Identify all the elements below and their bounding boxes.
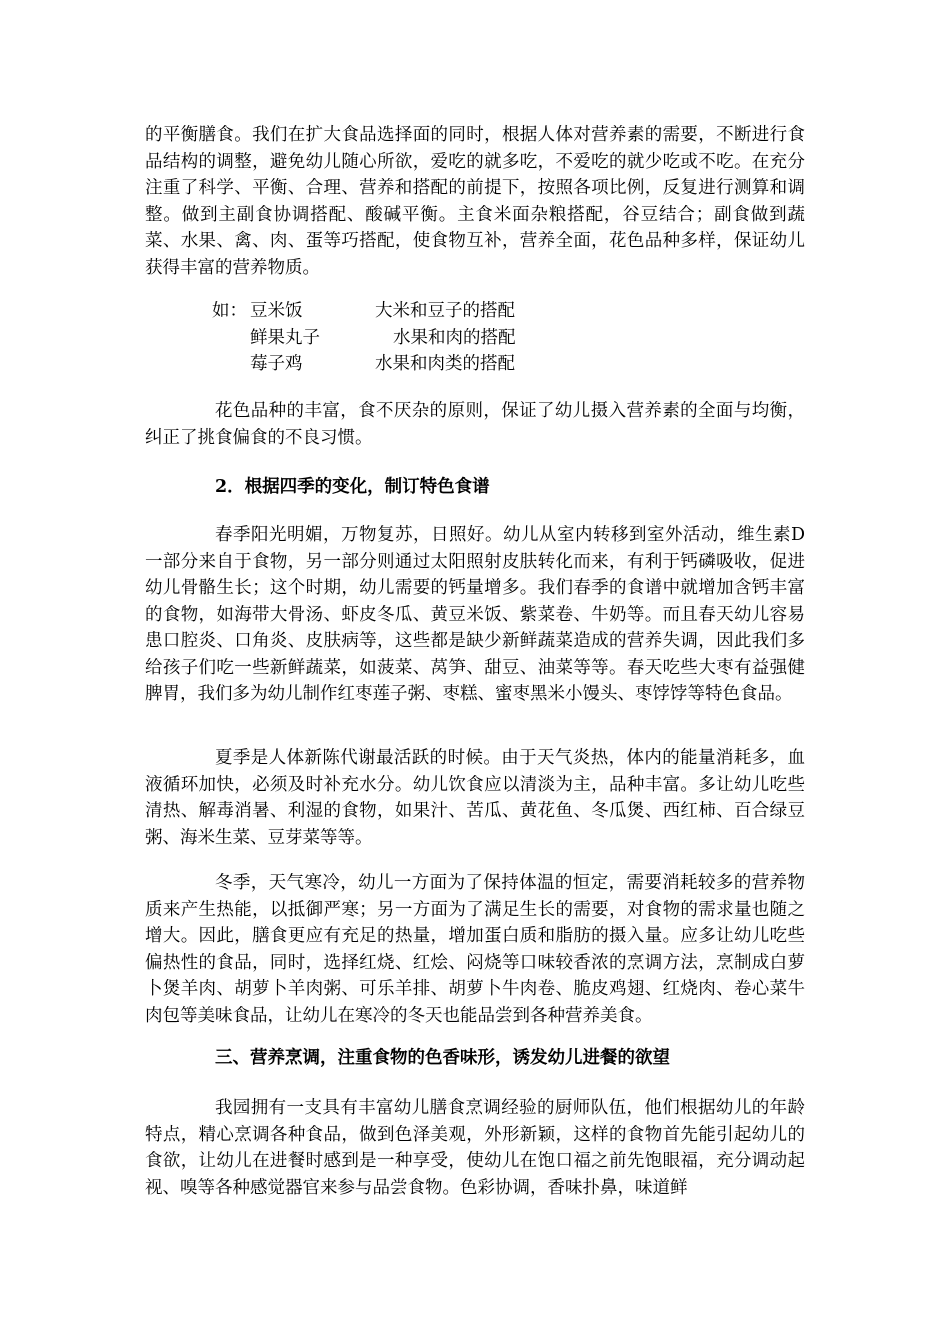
paragraph-spring: 春季阳光明媚，万物复苏，日照好。幼儿从室内转移到室外活动，维生素D一部分来自于食物，另一部分则通过太阳照射皮肤转化而来，有利于钙磷吸收，促进幼儿骨骼生长；这个时期，幼儿需要的钙量增多。我们春季的食谱中就增加含钙丰富的食物，如海带大骨汤、虾皮冬瓜、黄豆米饭、紫菜卷、牛奶等。而且春天幼儿容易患口腔炎、口角炎、皮肤病等，这些都是缺少新鲜蔬菜造成的营养失调，因此我们多给孩子们吃一些新鲜蔬菜，如菠菜、莴笋、甜豆、油菜等等。春天吃些大枣有益强健脾胃，我们多为幼儿制作红枣莲子粥、枣糕、蜜枣黑米小馒头、枣饽饽等特色食品。 [145,525,805,704]
paragraph-variety: 花色品种的丰富，食不厌杂的原则，保证了幼儿摄入营养素的全面与均衡，纠正了挑食偏食的不良习惯。 [145,401,805,448]
paragraph-intro: 的平衡膳食。我们在扩大食品选择面的同时，根据人体对营养素的需要，不断进行食品结构的调整，避免幼儿随心所欲，爱吃的就多吃，不爱吃的就少吃或不吃。在充分注重了科学、平衡、合理、营养和搭配的前提下，按照各项比例，反复进行测算和调整。做到主副食协调搭配、酸碱平衡。主食米面杂粮搭配，谷豆结合；副食做到蔬菜、水果、禽、肉、蛋等巧搭配，使食物互补，营养全面，花色品种多样，保证幼儿获得丰富的营养物质。 [145,125,805,278]
example-dish-name: 鲜果丸子 [250,327,320,348]
example-dish-desc: 水果和肉的搭配 [393,327,516,348]
example-dish-name: 豆米饭 [250,301,303,321]
section-heading-cooking: 三、营养烹调，注重食物的色香味形，诱发幼儿进餐的欲望 [215,1048,670,1068]
section-heading-seasonal: 2．根据四季的变化，制订特色食谱 [215,477,490,497]
example-prefix: 如： [212,301,247,321]
example-dish-name: 莓子鸡 [250,354,303,374]
paragraph-chefs: 我园拥有一支具有丰富幼儿膳食烹调经验的厨师队伍，他们根据幼儿的年龄特点，精心烹调各种食品，做到色泽美观，外形新颖，这样的食物首先能引起幼儿的食欲，让幼儿在进餐时感到是一种享受，使幼儿在饱口福之前先饱眼福，充分调动起视、嗅等各种感觉器官来参与品尝食物。色彩协调，香味扑鼻，味道鲜 [145,1098,805,1198]
example-dish-desc: 水果和肉类的搭配 [375,354,515,374]
paragraph-winter: 冬季，天气寒冷，幼儿一方面为了保持体温的恒定，需要消耗较多的营养物质来产生热能，以抵御严寒；另一方面为了满足生长的需要，对食物的需求量也随之增大。因此，膳食更应有充足的热量，增加蛋白质和脂肪的摄入量。应多让幼儿吃些偏热性的食品，同时，选择红烧、红烩、闷烧等口味较香浓的烹调方法，烹制成白萝卜煲羊肉、胡萝卜羊肉粥、可乐羊排、胡萝卜牛肉卷、脆皮鸡翅、红烧肉、卷心菜牛肉包等美味食品，让幼儿在寒冷的冬天也能品尝到各种营养美食。 [145,873,805,1026]
example-dish-desc: 大米和豆子的搭配 [375,301,515,321]
paragraph-summer: 夏季是人体新陈代谢最活跃的时候。由于天气炎热，体内的能量消耗多，血液循环加快，必须及时补充水分。幼儿饮食应以清淡为主，品种丰富。多让幼儿吃些清热、解毒消暑、利湿的食物，如果汁、苦瓜、黄花鱼、冬瓜煲、西红柿、百合绿豆粥、海米生菜、豆芽菜等等。 [145,748,805,848]
